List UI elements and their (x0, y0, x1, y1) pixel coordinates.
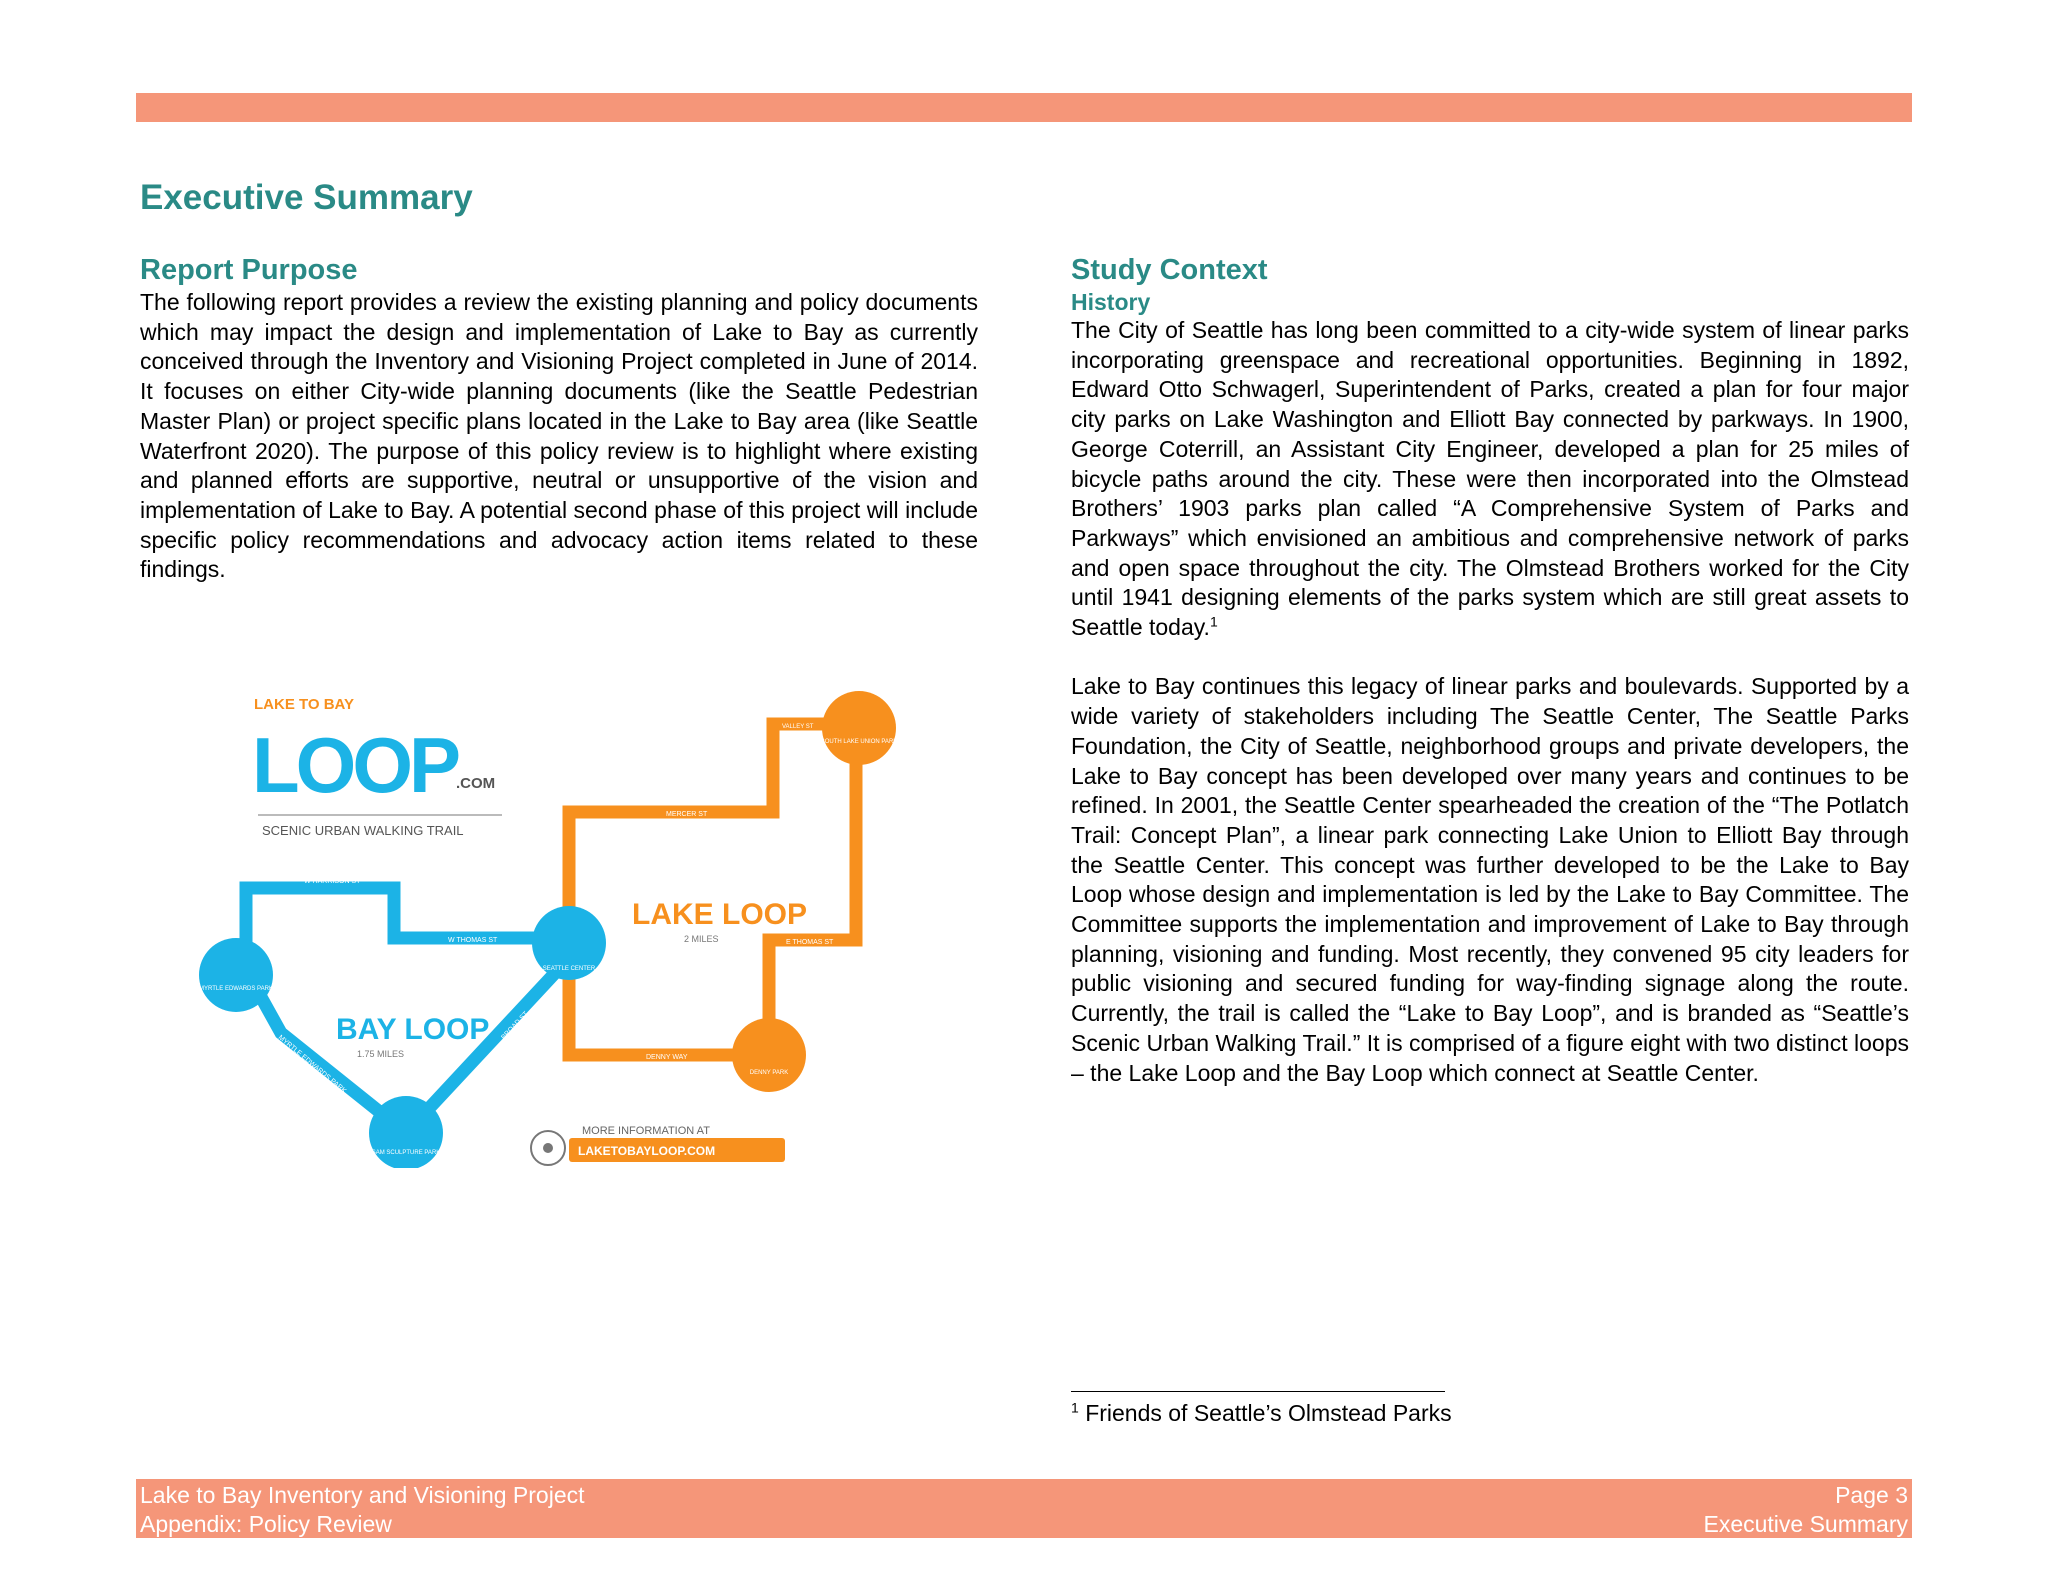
footer-bar (136, 1479, 1912, 1538)
stop-south-lake-union-label: SOUTH LAKE UNION PARK (820, 739, 898, 745)
footnote-number: 1 (1071, 1399, 1079, 1416)
legacy-paragraph: Lake to Bay continues this legacy of linear parks and boulevards. Supported by a wide variety of stakeholders including The Seattle Center, The Seattle Parks Foundation, the City of Seattle, neighborhood groups and private developers, the Lake to Bay concept has been developed over many years and continues to be refined. In 2001, the Seattle Center spearheaded the creation of the “The Potlatch Trail: Concept Plan”, a linear park connecting Lake Union to Elliott Bay through the Seattle Center. This concept was further developed to be the Lake to Bay Loop whose design and implementation is led by the Lake to Bay Committee. The Committee supports the implementation and improvement of Lake to Bay through planning, visioning and funding. Most recently, they convened 95 city leaders for public visioning and secured funding for way-finding signage along the route. Currently, the trail is called the “Lake to Bay Loop”, and is branded as “Seattle’s Scenic Urban Walking Trail.” It is comprised of a figure eight with two distinct loops – the Lake Loop and the Bay Loop which connect at Seattle Center. (1071, 673, 1909, 1086)
street-denny: DENNY WAY (646, 1054, 688, 1061)
street-mercer: MERCER ST (666, 811, 708, 818)
street-myrtle-park: MYRTLE EDWARDS PARK (276, 1034, 348, 1095)
map-tagline: SCENIC URBAN WALKING TRAIL (262, 823, 464, 838)
street-harrison: W HARRISON ST (304, 878, 361, 885)
footer-left (140, 1481, 585, 1539)
report-purpose-paragraph: The following report provides a review the existing planning and policy documents which may impact the design and implementation of Lake to Bay as currently conceived through the Inventory and Visioning Project completed in June of 2014. It focuses on either City-wide planning documents (like the Seattle Pedestrian Master Plan) or project specific plans located in the Lake to Bay area (like Seattle Waterfront 2020). The purpose of this policy review is to highlight where existing and planned efforts are supportive, neutral or unsupportive of the vision and implementation of Lake to Bay. A potential second phase of this project will include specific policy recommendations and advocacy action items related to these findings. (140, 289, 978, 583)
stop-denny-park-label: DENNY PARK (749, 1070, 789, 1076)
footer-appendix: Appendix: Policy Review (140, 1511, 392, 1537)
map-brand-logo: LOOP (252, 721, 458, 809)
lake-loop-label: LAKE LOOP (632, 898, 808, 931)
street-thomas-east: E THOMAS ST (786, 939, 834, 946)
more-info-text: MORE INFORMATION AT (582, 1125, 710, 1137)
street-valley: VALLEY ST (782, 724, 814, 730)
history-paragraph (1071, 316, 1909, 643)
footnote-text: Friends of Seattle’s Olmstead Parks (1085, 1400, 1452, 1426)
history-paragraph-text: The City of Seattle has long been committed to a city-wide system of linear parks incorporating greenspace and recreational opportunities. Beginning in 1892, Edward Otto Schwagerl, Superintendent of Parks, created a plan for four major city parks on Lake Washington and Elliott Bay connected by parkways. In 1900, George Coterrill, an Assistant City Engineer, developed a plan for 25 miles of bicycle paths around the city. These were then incorporated into the Olmstead Brothers’ 1903 parks plan called “A Comprehensive System of Parks and Parkways” which envisioned an ambitious and comprehensive network of parks and open space throughout the city. The Olmstead Brothers worked for the City until 1941 designing elements of the parks system which are still great assets to Seattle today. (1071, 317, 1909, 641)
map-brand-top: LAKE TO BAY (254, 696, 355, 713)
stop-sculpture-park (369, 1096, 443, 1168)
footer-project-name: Lake to Bay Inventory and Visioning Project (140, 1482, 585, 1508)
header-accent-bar (136, 93, 1912, 122)
footnote (1071, 1400, 1452, 1427)
footer-right (1703, 1481, 1908, 1539)
bay-loop-distance: 1.75 MILES (357, 1049, 405, 1059)
bay-loop-label: BAY LOOP (336, 1013, 490, 1046)
footer-page-number: Page 3 (1835, 1482, 1908, 1508)
left-column (140, 252, 978, 585)
lake-loop-distance: 2 MILES (684, 934, 719, 944)
study-context-heading: Study Context (1071, 254, 1268, 286)
lake-to-bay-loop-map (186, 688, 906, 1168)
map-brand-suffix: .COM (456, 775, 496, 792)
stop-seattle-center-label: SEATTLE CENTER (542, 966, 596, 972)
stop-sculpture-park-label: SAM SCULPTURE PARK (371, 1150, 441, 1156)
history-subheading: History (1071, 289, 1151, 315)
street-broad: BROAD ST (500, 1010, 530, 1042)
report-purpose-heading: Report Purpose (140, 254, 358, 286)
right-column (1071, 252, 1909, 1088)
footnote-ref[interactable]: 1 (1209, 613, 1218, 630)
footer-section-name: Executive Summary (1703, 1511, 1908, 1537)
bay-loop-route-north (246, 888, 569, 970)
street-thomas-west: W THOMAS ST (448, 937, 498, 944)
stop-denny-park (732, 1018, 806, 1092)
footnote-divider (1071, 1391, 1445, 1392)
compass-center (543, 1143, 553, 1153)
map-url[interactable]: LAKETOBAYLOOP.COM (578, 1144, 716, 1158)
page-title: Executive Summary (140, 178, 473, 217)
stop-south-lake-union (822, 691, 896, 765)
lake-loop-route-south (569, 724, 856, 1055)
stop-myrtle-edwards-label: MYRTLE EDWARDS PARK (199, 986, 273, 992)
stop-myrtle-edwards (199, 938, 273, 1012)
